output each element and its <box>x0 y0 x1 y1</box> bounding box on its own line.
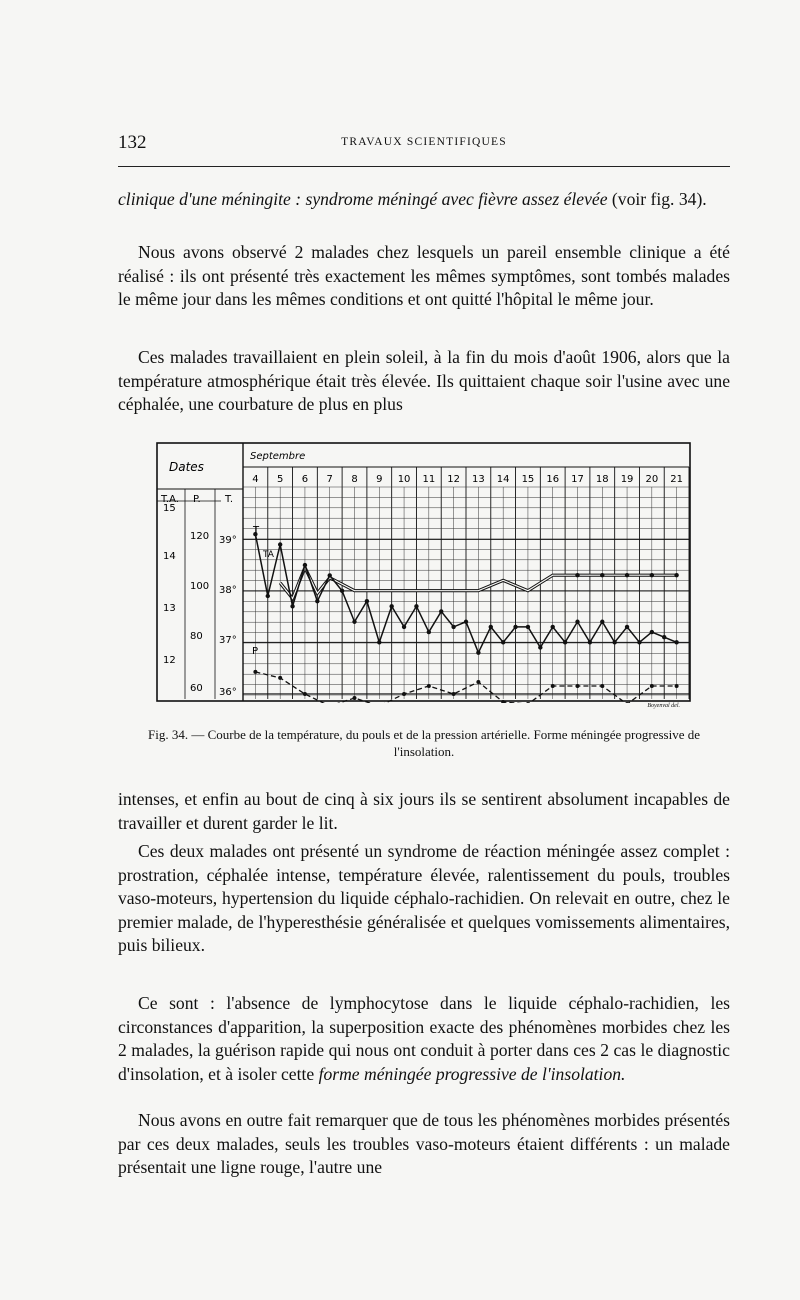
ta-series-point <box>625 573 629 577</box>
paragraph-7: Nous avons en outre fait remarquer que de tous les phénomènes morbides présentés par ces deux malades, seuls les troubles vaso-moteurs étaient différents : un malade présentait une ligne rouge, l'autre une <box>118 1110 730 1177</box>
ta-series-point <box>650 573 654 577</box>
ta-series-marker: TA <box>263 550 274 560</box>
t-series-point <box>377 640 381 644</box>
t-series-point <box>637 640 641 644</box>
t-series-point <box>600 620 604 624</box>
t-series-point <box>650 630 654 634</box>
paragraph-2: Nous avons observé 2 malades chez lesquels un pareil ensemble clinique a été réalisé : ils ont présenté très exactement les mêmes symptômes, sont tombés malades le même jour dans les mêmes conditions et ont quitté l'hôpital le même jour. <box>118 242 730 309</box>
t-series-marker: T <box>253 525 260 536</box>
paragraph-4: intenses, et enfin au bout de cinq à six jours ils se sentirent absolument incapables de travailler et durent garder le lit. <box>118 789 730 833</box>
p-series-point <box>253 670 257 674</box>
day-tick-label: 9 <box>376 474 383 485</box>
ta-series-point <box>575 573 579 577</box>
t-series-point <box>328 573 332 577</box>
p-series-point <box>551 684 555 688</box>
t-series-point <box>315 599 319 603</box>
ta-tick-label: 14 <box>163 551 176 562</box>
t-tick-label: 36° <box>219 687 237 698</box>
p-series-point <box>402 692 406 696</box>
figure-caption: Fig. 34. — Courbe de la température, du pouls et de la pression artérielle. Forme méningée progressive de l'insolation. <box>148 727 700 759</box>
t-series-point <box>303 563 307 567</box>
t-series-point <box>575 620 579 624</box>
p-series-marker: P <box>252 646 259 657</box>
running-head: TRAVAUX SCIENTIFIQUES <box>341 136 507 148</box>
day-tick-label: 12 <box>447 474 460 485</box>
day-tick-label: 21 <box>670 474 683 485</box>
p-series-point <box>452 692 456 696</box>
t-series-point <box>451 625 455 629</box>
t-series-point <box>476 650 480 654</box>
t-series-point <box>526 625 530 629</box>
day-tick-label: 20 <box>645 474 659 485</box>
ta-tick-label: 12 <box>163 655 176 666</box>
t-series-point <box>674 640 678 644</box>
paragraph-6-text: Ce sont : l'absence de lymphocytose dans le liquide céphalo-rachidien, les circonstances d'apparition, la superposition exacte des phénomènes morbides chez les 2 malades, la guérison rapide qui nous ont conduit à porter dans ces 2 cas le diagnostic d'insolation, et à isoler cette <box>118 993 730 1084</box>
p-tick-label: 60 <box>190 683 203 694</box>
day-tick-label: 6 <box>301 474 309 485</box>
t-series-point <box>439 609 443 613</box>
day-tick-label: 4 <box>252 474 259 485</box>
p-axis-label: P. <box>193 494 201 505</box>
paragraph-6 <box>118 992 730 1086</box>
temperature-chart <box>155 441 692 703</box>
day-tick-label: 19 <box>620 474 634 485</box>
ta-tick-label: 15 <box>163 503 176 514</box>
t-series-point <box>501 640 505 644</box>
p-series-point <box>476 680 480 684</box>
ta-tick-label: 13 <box>163 603 176 614</box>
day-tick-label: 8 <box>351 474 358 485</box>
p-series-point <box>675 684 679 688</box>
t-series-point <box>365 599 369 603</box>
p-tick-label: 80 <box>190 631 203 642</box>
ta-series-point <box>600 573 604 577</box>
p-series-point <box>303 692 307 696</box>
header-rule <box>118 166 730 167</box>
p-series-point <box>278 676 282 680</box>
t-series-point <box>513 625 517 629</box>
month-label: Septembre <box>250 451 306 462</box>
ta-axis-label: T.A. <box>161 494 179 505</box>
day-tick-label: 10 <box>397 474 411 485</box>
t-series-point <box>538 645 542 649</box>
t-series-point <box>489 625 493 629</box>
t-series-point <box>612 640 616 644</box>
engraver-signature: Boyenval del. <box>647 703 680 709</box>
t-series-point <box>290 604 294 608</box>
day-tick-label: 13 <box>472 474 485 485</box>
day-tick-label: 5 <box>276 474 284 485</box>
t-axis-label: T. <box>225 494 234 505</box>
t-series-point <box>563 640 567 644</box>
figure-34 <box>155 441 692 709</box>
paragraph-3: Ces malades travaillaient en plein soleil, à la fin du mois d'août 1906, alors que la température atmosphérique était très élevée. Ils quittaient chaque soir l'usine avec une céphalée, une courbature de plus en plus <box>118 347 730 414</box>
t-series-point <box>427 630 431 634</box>
t-series-point <box>266 594 270 598</box>
day-tick-label: 16 <box>546 474 560 485</box>
paragraph-1-italic: clinique d'une méningite : syndrome méningé avec fièvre assez élevée <box>118 189 608 209</box>
p-tick-label: 120 <box>190 531 210 542</box>
paragraph-5: Ces deux malades ont présenté un syndrome de réaction méningée assez complet : prostration, céphalée intense, température élevée, ralentissement du pouls, troubles vaso-moteurs, hypertension du liquide céphalo-rachidien. On relevait en outre, chez le premier malade, de l'hyperesthésie généralisée et quelques vomissements alimentaires, puis bilieux. <box>118 841 730 955</box>
day-tick-label: 15 <box>521 474 535 485</box>
p-tick-label: 100 <box>190 581 210 592</box>
t-series-point <box>340 589 344 593</box>
t-series-point <box>278 542 282 546</box>
t-series-point <box>625 625 629 629</box>
paragraph-6-italic: forme méningée progressive de l'insolation. <box>318 1063 626 1084</box>
t-series-point <box>662 635 666 639</box>
p-series-point <box>650 684 654 688</box>
dates-label: Dates <box>169 460 204 474</box>
day-tick-label: 17 <box>571 474 584 485</box>
t-series-point <box>588 640 592 644</box>
day-tick-label: 11 <box>422 474 436 485</box>
p-series-point <box>353 696 357 700</box>
t-series-point <box>389 604 393 608</box>
paragraph-1-rest: (voir fig. 34). <box>607 189 707 209</box>
ta-series-point <box>674 573 678 577</box>
t-series-point <box>414 604 418 608</box>
t-tick-label: 39° <box>219 535 237 546</box>
p-series-point <box>427 684 431 688</box>
t-series-point <box>464 620 468 624</box>
p-series-point <box>576 684 580 688</box>
t-series-point <box>402 625 406 629</box>
t-series-point <box>551 625 555 629</box>
page-number: 132 <box>118 132 147 153</box>
t-series-point <box>352 620 356 624</box>
t-tick-label: 37° <box>219 635 237 646</box>
day-tick-label: 7 <box>326 474 333 485</box>
paragraph-1 <box>118 188 730 212</box>
t-tick-label: 38° <box>219 585 237 596</box>
chart-grid <box>243 467 689 699</box>
day-tick-label: 14 <box>496 474 510 485</box>
page-header <box>118 132 730 156</box>
p-series-point <box>600 684 604 688</box>
day-tick-label: 18 <box>595 474 609 485</box>
